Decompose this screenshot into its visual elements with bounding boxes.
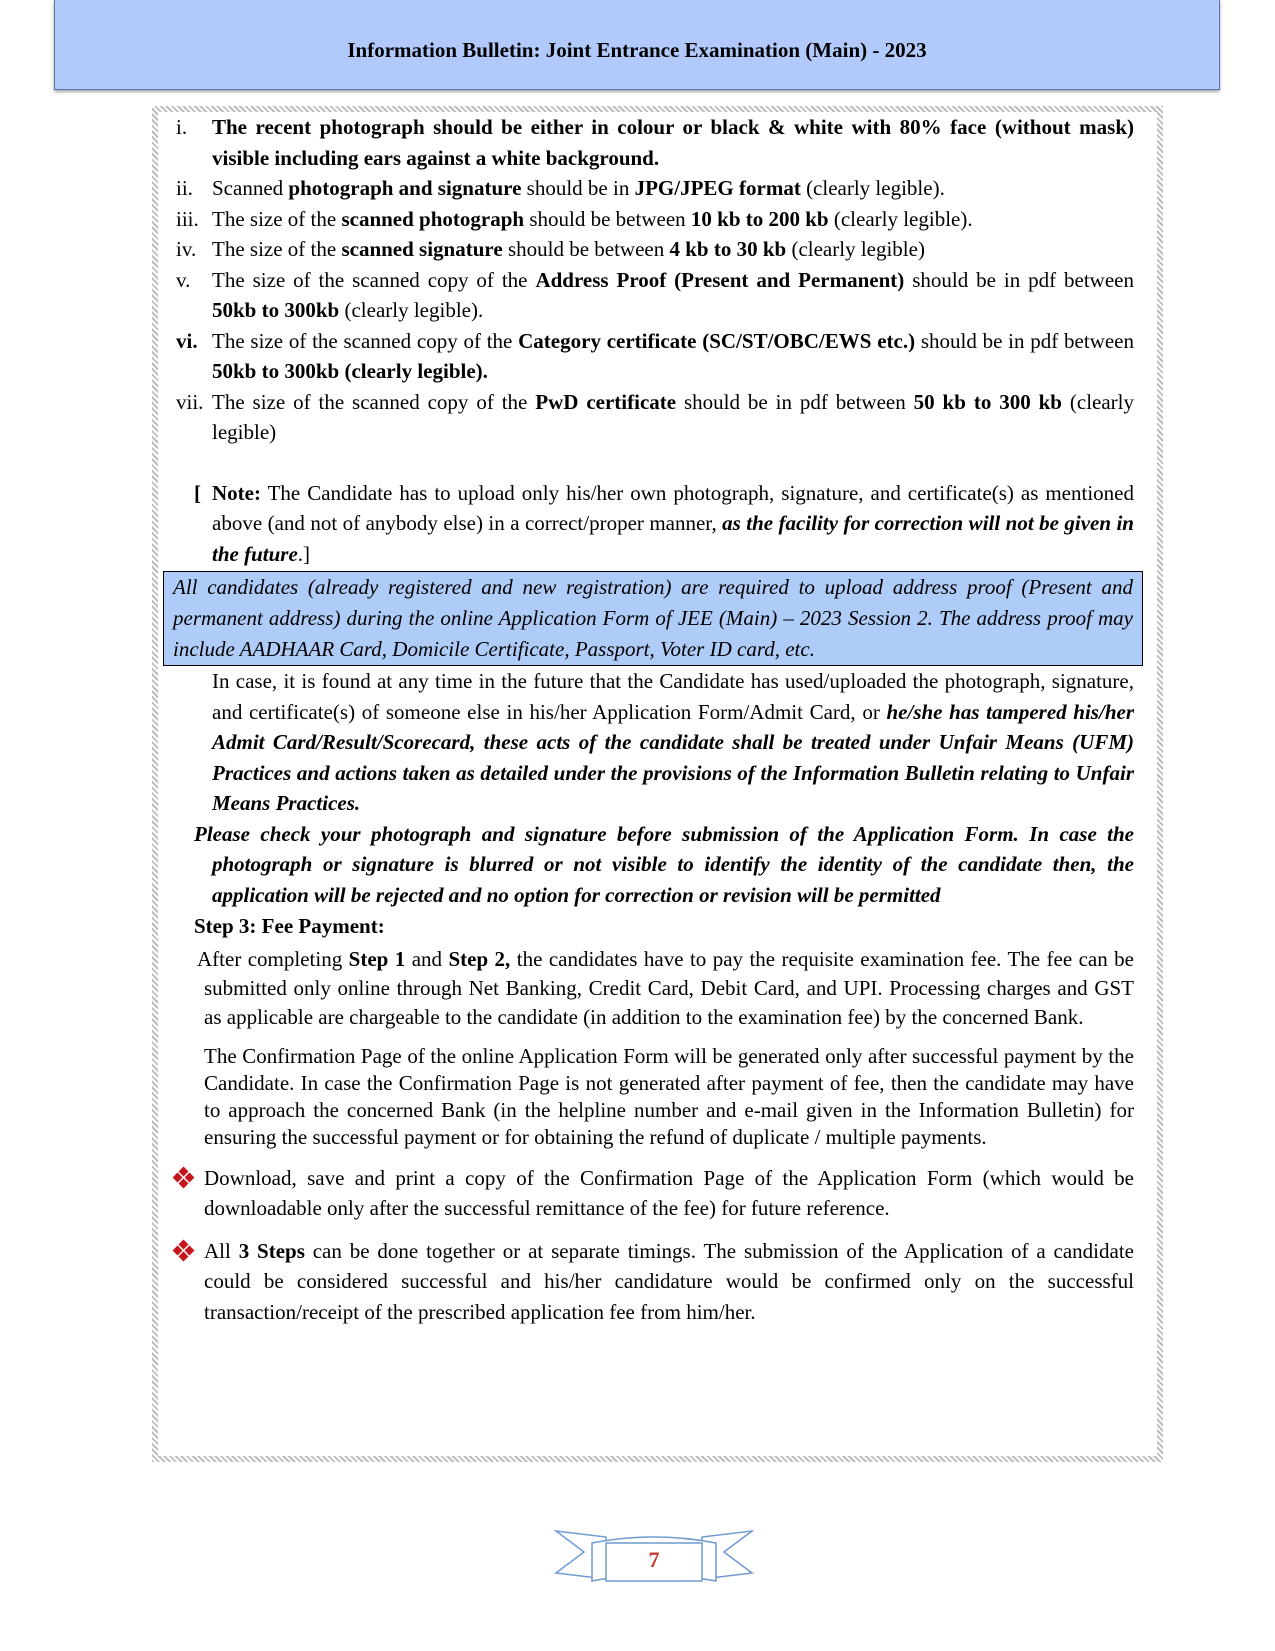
check-photo-paragraph — [172, 819, 1134, 911]
fee-paragraph-2: The Confirmation Page of the online Application Form will be generated only after successful payment by the Candidate. In case the Confirmation Page is not generated after payment of fee, then the candidate may have to approach the concerned Bank (in the helpline number and e-mail given in the Information Bulletin) for ensuring the successful payment or for obtaining the refund of duplicate / multiple payments. — [204, 1043, 1134, 1149]
list-number: i. — [176, 115, 188, 139]
note-bracket: [ — [194, 480, 201, 505]
header-title: Information Bulletin: Joint Entrance Examination (Main) - 2023 — [347, 38, 927, 62]
list-text: Scanned photograph and signature should be in JPG/JPEG format (clearly legible). — [212, 176, 945, 200]
diamond-bullet-icon — [172, 1236, 196, 1266]
list-item — [172, 387, 1134, 448]
page-number-badge — [554, 1521, 754, 1585]
bullet-text: All 3 Steps can be done together or at separate timings. The submission of the Application of a candidate could be considered successful and his/her candidature would be confirmed only on the successful transaction/receipt of the prescribed application fee from him/her. — [204, 1238, 1134, 1324]
note-paragraph — [172, 478, 1134, 570]
page-header — [54, 0, 1220, 90]
list-item — [172, 173, 1134, 204]
list-item — [172, 204, 1134, 235]
page-content — [172, 112, 1134, 1327]
list-item — [172, 234, 1134, 265]
ufm-paragraph: In case, it is found at any time in the future that the Candidate has used/uploaded the photograph, signature, and certificate(s) of someone else in his/her Application Form/Admit Card, or he/she has tampered his/her Admit Card/Result/Scorecard, these acts of the candidate shall be treated under Unfair Means (UFM) Practices and actions taken as detailed under the provisions of the Information Bulletin relating to Unfair Means Practices. — [212, 669, 1134, 815]
list-text: The size of the scanned copy of the Address Proof (Present and Permanent) should be in pdf between 50kb to 300kb (clearly legible). — [212, 267, 1134, 322]
list-item — [172, 1236, 1134, 1328]
list-number: v. — [176, 267, 191, 292]
list-number: vi. — [176, 328, 198, 353]
bullet-text: Download, save and print a copy of the Confirmation Page of the Application Form (which would be downloadable only after the successful remittance of the fee) for future reference. — [204, 1165, 1134, 1220]
diamond-bullet-icon — [172, 1163, 196, 1193]
list-text: The size of the scanned photograph should be between 10 kb to 200 kb (clearly legible). — [212, 206, 973, 231]
requirements-list — [172, 112, 1134, 448]
page-number: 7 — [648, 1547, 660, 1572]
list-item — [172, 112, 1134, 173]
list-number: vii. — [176, 389, 204, 414]
fee-paragraph-1: After completing Step 1 and Step 2, the candidates have to pay the requisite examination fee. The fee can be submitted only online through Net Banking, Credit Card, Debit Card, and UPI. Processing charges and GST as applicable are chargeable to the candidate (in addition to the examination fee) by the concerned Bank. — [197, 946, 1134, 1029]
list-number: ii. — [176, 176, 193, 200]
note-text: Note: The Candidate has to upload only his/her own photograph, signature, and certificate(s) as mentioned above (and not of anybody else) in a correct/proper manner, as the facility for correction will not be given in the future.] — [212, 480, 1134, 566]
list-text: The recent photograph should be either in colour or black & white with 80% face (without mask) visible including ears against a white background. — [212, 115, 1134, 170]
list-text: The size of the scanned copy of the Category certificate (SC/ST/OBC/EWS etc.) should be in pdf between 50kb to 300kb (clearly legible). — [212, 328, 1134, 383]
list-number: iii. — [176, 206, 199, 231]
list-item — [172, 265, 1134, 326]
list-number: iv. — [176, 237, 197, 261]
step3-heading: Step 3: Fee Payment: — [194, 914, 385, 938]
list-item — [172, 1163, 1134, 1224]
check-photo-text: Please check your photograph and signature before submission of the Application Form. In case the photograph or signature is blurred or not visible to identify the identity of the candidate then, the application will be rejected and no option for correction or revision will be permitted — [194, 821, 1134, 907]
address-proof-highlight-box: All candidates (already registered and new registration) are required to upload address proof (Present and permanent address) during the online Application Form of JEE (Main) – 2023 Session 2. The address proof may include AADHAAR Card, Domicile Certificate, Passport, Voter ID card, etc. — [163, 571, 1143, 666]
list-item — [172, 326, 1134, 387]
list-text: The size of the scanned copy of the PwD certificate should be in pdf between 50 kb to 300 kb (clearly legible) — [212, 389, 1135, 444]
list-text: The size of the scanned signature should be between 4 kb to 30 kb (clearly legible) — [212, 237, 925, 261]
